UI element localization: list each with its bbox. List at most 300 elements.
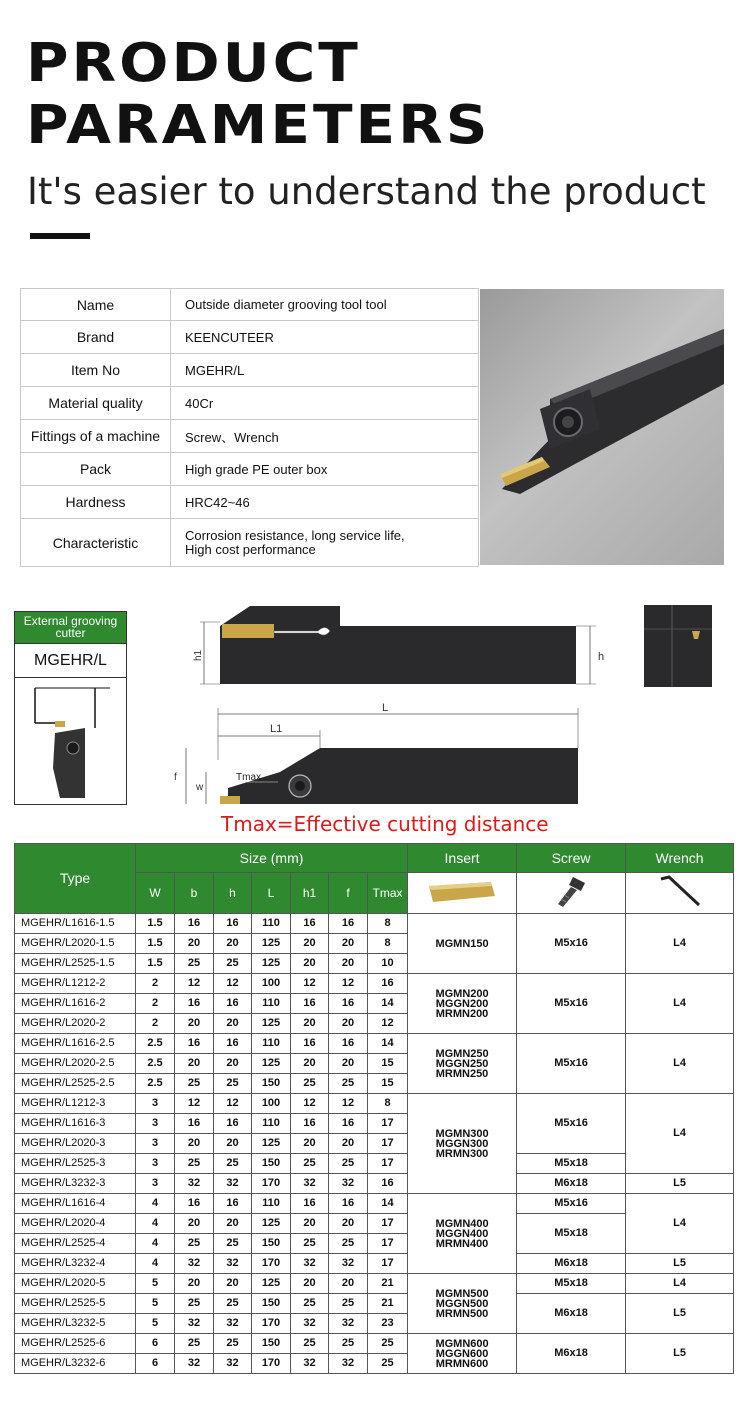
type-cell: MGEHR/L1616-1.5 <box>15 914 136 934</box>
dim-h1-label: h1 <box>193 649 204 661</box>
size-cell: 110 <box>252 1114 291 1134</box>
size-cell: 16 <box>291 914 329 934</box>
insert-code: MGGN200 <box>435 997 489 1010</box>
size-cell: 4 <box>136 1234 175 1254</box>
size-cell: 20 <box>175 1054 214 1074</box>
col-header: W <box>136 873 175 914</box>
size-cell: 25 <box>175 1234 214 1254</box>
size-cell: 170 <box>252 1254 291 1274</box>
insert-code: MRMN200 <box>435 1007 489 1020</box>
size-cell: 150 <box>252 1074 291 1094</box>
top-view-drawing <box>170 700 585 810</box>
insert-code: MRMN600 <box>435 1357 489 1370</box>
insert-code: MGMN250 <box>435 1047 489 1060</box>
param-value: Outside diameter grooving tool tool <box>171 289 479 321</box>
spec-header-row <box>15 844 734 873</box>
size-cell: 25 <box>175 1294 214 1314</box>
size-cell: 25 <box>291 1294 329 1314</box>
type-cell: MGEHR/L1212-3 <box>15 1094 136 1114</box>
param-row <box>21 486 479 519</box>
wrench-cell: L4 <box>626 1034 734 1094</box>
size-cell: 20 <box>214 1134 252 1154</box>
size-cell: 20 <box>291 1014 329 1034</box>
size-cell: 3 <box>136 1174 175 1194</box>
size-cell: 20 <box>329 1054 368 1074</box>
dim-L1-label: L1 <box>270 723 283 735</box>
size-cell: 8 <box>368 1094 408 1114</box>
size-cell: 20 <box>329 1274 368 1294</box>
type-cell: MGEHR/L2020-2.5 <box>15 1054 136 1074</box>
wrench-cell: L4 <box>626 1194 734 1254</box>
size-cell: 20 <box>175 1274 214 1294</box>
insert-code: MRMN500 <box>435 1307 489 1320</box>
insert-code: MGGN500 <box>435 1297 489 1310</box>
insert-code: MGMN400 <box>435 1217 489 1230</box>
size-cell: 25 <box>291 1334 329 1354</box>
type-header: Type <box>15 844 136 914</box>
param-row <box>21 321 479 354</box>
wrench-cell: L4 <box>626 974 734 1034</box>
screw-icon <box>551 875 591 909</box>
size-cell: 170 <box>252 1354 291 1374</box>
size-cell: 14 <box>368 1034 408 1054</box>
table-row <box>15 1034 734 1054</box>
page-subtitle: It's easier to understand the product <box>27 170 706 213</box>
wrench-image-cell <box>626 873 734 914</box>
size-cell: 21 <box>368 1294 408 1314</box>
size-cell: 20 <box>175 1014 214 1034</box>
screw-cell: M6x18 <box>517 1174 626 1194</box>
size-cell: 8 <box>368 934 408 954</box>
size-cell: 3 <box>136 1094 175 1114</box>
size-cell: 32 <box>175 1354 214 1374</box>
size-cell: 6 <box>136 1334 175 1354</box>
type-cell: MGEHR/L2525-3 <box>15 1154 136 1174</box>
type-cell: MGEHR/L1616-3 <box>15 1114 136 1134</box>
size-cell: 20 <box>214 1014 252 1034</box>
size-cell: 32 <box>291 1174 329 1194</box>
size-cell: 16 <box>329 1194 368 1214</box>
size-cell: 17 <box>368 1114 408 1134</box>
size-cell: 17 <box>368 1214 408 1234</box>
size-cell: 100 <box>252 974 291 994</box>
size-cell: 32 <box>291 1354 329 1374</box>
external-cutter-box <box>14 611 127 805</box>
type-cell: MGEHR/L2525-4 <box>15 1234 136 1254</box>
param-value <box>171 519 479 567</box>
size-cell: 25 <box>329 1234 368 1254</box>
wrench-cell: L5 <box>626 1334 734 1374</box>
size-cell: 12 <box>368 1014 408 1034</box>
table-row <box>15 1274 734 1294</box>
insert-code: MGMN200 <box>435 987 489 1000</box>
col-header: h <box>214 873 252 914</box>
size-cell: 15 <box>368 1074 408 1094</box>
size-cell: 17 <box>368 1134 408 1154</box>
wrench-cell: L4 <box>626 914 734 974</box>
size-cell: 16 <box>175 914 214 934</box>
size-cell: 1.5 <box>136 954 175 974</box>
size-cell: 25 <box>291 1154 329 1174</box>
size-cell: 20 <box>291 934 329 954</box>
param-row <box>21 354 479 387</box>
size-cell: 32 <box>329 1254 368 1274</box>
tmax-note: Tmax=Effective cutting distance <box>221 812 549 836</box>
type-cell: MGEHR/L1616-2 <box>15 994 136 1014</box>
table-row <box>15 1094 734 1114</box>
size-cell: 25 <box>175 1154 214 1174</box>
param-key: Pack <box>21 453 171 486</box>
wrench-cell: L5 <box>626 1294 734 1334</box>
spec-table <box>14 843 734 1374</box>
type-cell: MGEHR/L2525-6 <box>15 1334 136 1354</box>
size-cell: 3 <box>136 1114 175 1134</box>
param-value: 40Cr <box>171 387 479 420</box>
size-cell: 32 <box>175 1314 214 1334</box>
size-cell: 2 <box>136 974 175 994</box>
param-value-line: Corrosion resistance, long service life, <box>185 527 405 543</box>
screw-cell: M5x16 <box>517 1094 626 1154</box>
size-cell: 25 <box>329 1294 368 1314</box>
size-cell: 4 <box>136 1254 175 1274</box>
size-cell: 1.5 <box>136 934 175 954</box>
title-underline <box>30 233 90 239</box>
size-cell: 16 <box>175 1194 214 1214</box>
size-cell: 17 <box>368 1154 408 1174</box>
size-cell: 25 <box>368 1354 408 1374</box>
size-cell: 16 <box>214 1034 252 1054</box>
size-cell: 5 <box>136 1294 175 1314</box>
screw-cell: M6x18 <box>517 1254 626 1274</box>
size-cell: 125 <box>252 1214 291 1234</box>
screw-cell: M5x16 <box>517 914 626 974</box>
size-cell: 16 <box>291 994 329 1014</box>
screw-cell: M5x16 <box>517 1034 626 1094</box>
size-cell: 110 <box>252 914 291 934</box>
insert-cell <box>408 974 517 1034</box>
size-cell: 16 <box>329 994 368 1014</box>
size-cell: 12 <box>214 974 252 994</box>
insert-code: MRMN400 <box>435 1237 489 1250</box>
param-key: Name <box>21 289 171 321</box>
size-cell: 10 <box>368 954 408 974</box>
size-cell: 32 <box>291 1254 329 1274</box>
screw-cell: M5x18 <box>517 1214 626 1254</box>
param-key: Hardness <box>21 486 171 519</box>
external-cutter-model: MGEHR/L <box>15 644 126 678</box>
size-cell: 8 <box>368 914 408 934</box>
size-cell: 125 <box>252 954 291 974</box>
size-cell: 150 <box>252 1234 291 1254</box>
size-cell: 5 <box>136 1314 175 1334</box>
size-cell: 16 <box>214 994 252 1014</box>
size-cell: 32 <box>329 1174 368 1194</box>
size-cell: 3 <box>136 1134 175 1154</box>
insert-code: MGMN300 <box>435 1127 489 1140</box>
tool-holder-illustration <box>480 289 724 565</box>
size-cell: 20 <box>291 1134 329 1154</box>
size-cell: 16 <box>329 914 368 934</box>
param-value: HRC42~46 <box>171 486 479 519</box>
size-cell: 20 <box>214 1214 252 1234</box>
size-cell: 32 <box>329 1354 368 1374</box>
size-cell: 32 <box>214 1254 252 1274</box>
param-value: High grade PE outer box <box>171 453 479 486</box>
size-cell: 14 <box>368 1194 408 1214</box>
size-cell: 20 <box>329 1214 368 1234</box>
size-cell: 170 <box>252 1314 291 1334</box>
type-cell: MGEHR/L2020-3 <box>15 1134 136 1154</box>
size-cell: 2 <box>136 1014 175 1034</box>
col-header: b <box>175 873 214 914</box>
size-cell: 25 <box>175 954 214 974</box>
wrench-cell: L5 <box>626 1174 734 1194</box>
insert-code: MGMN500 <box>435 1287 489 1300</box>
size-cell: 2 <box>136 994 175 1014</box>
size-cell: 32 <box>175 1254 214 1274</box>
wrench-header: Wrench <box>626 844 734 873</box>
insert-code: MGGN600 <box>435 1347 489 1360</box>
size-cell: 25 <box>214 1154 252 1174</box>
col-header: f <box>329 873 368 914</box>
size-cell: 20 <box>175 1214 214 1234</box>
size-cell: 20 <box>214 1054 252 1074</box>
size-cell: 25 <box>214 954 252 974</box>
size-cell: 170 <box>252 1174 291 1194</box>
size-cell: 25 <box>329 1334 368 1354</box>
size-cell: 12 <box>291 974 329 994</box>
type-cell: MGEHR/L2525-1.5 <box>15 954 136 974</box>
size-cell: 3 <box>136 1154 175 1174</box>
size-cell: 32 <box>291 1314 329 1334</box>
table-row <box>15 1194 734 1214</box>
page-title-line2: PARAMETERS <box>26 93 491 156</box>
size-cell: 16 <box>214 1194 252 1214</box>
size-cell: 23 <box>368 1314 408 1334</box>
size-cell: 110 <box>252 1034 291 1054</box>
size-cell: 110 <box>252 994 291 1014</box>
size-header: Size (mm) <box>136 844 408 873</box>
size-cell: 16 <box>329 1034 368 1054</box>
size-cell: 17 <box>368 1234 408 1254</box>
dim-h-label: h <box>598 651 605 663</box>
insert-code: MRMN300 <box>435 1147 489 1160</box>
size-cell: 16 <box>329 1114 368 1134</box>
param-row <box>21 519 479 567</box>
table-row <box>15 1174 734 1194</box>
size-cell: 110 <box>252 1194 291 1214</box>
screw-cell: M6x18 <box>517 1334 626 1374</box>
size-cell: 20 <box>329 934 368 954</box>
insert-code: MGGN300 <box>435 1137 489 1150</box>
size-cell: 20 <box>291 1054 329 1074</box>
size-cell: 20 <box>214 934 252 954</box>
spec-body <box>15 914 734 1374</box>
type-cell: MGEHR/L3232-3 <box>15 1174 136 1194</box>
param-value: MGEHR/L <box>171 354 479 387</box>
param-row <box>21 387 479 420</box>
col-header: h1 <box>291 873 329 914</box>
side-view-drawing <box>190 602 610 694</box>
size-cell: 125 <box>252 1134 291 1154</box>
size-cell: 25 <box>291 1234 329 1254</box>
insert-cell <box>408 1094 517 1194</box>
size-cell: 20 <box>329 1134 368 1154</box>
dim-tmax-label: Tmax <box>236 772 261 783</box>
size-cell: 12 <box>291 1094 329 1114</box>
param-value: KEENCUTEER <box>171 321 479 354</box>
size-cell: 15 <box>368 1054 408 1074</box>
size-cell: 25 <box>368 1334 408 1354</box>
wrench-icon <box>655 875 705 909</box>
size-cell: 5 <box>136 1274 175 1294</box>
size-cell: 6 <box>136 1354 175 1374</box>
dim-w-label: w <box>196 782 204 793</box>
size-cell: 16 <box>368 974 408 994</box>
wrench-cell: L4 <box>626 1094 734 1174</box>
wrench-cell: L4 <box>626 1274 734 1294</box>
insert-code: MRMN250 <box>435 1067 489 1080</box>
size-cell: 25 <box>175 1334 214 1354</box>
insert-code: MGMN150 <box>435 937 489 950</box>
page-title-line1: PRODUCT <box>26 31 361 94</box>
param-row <box>21 453 479 486</box>
size-cell: 16 <box>175 1034 214 1054</box>
external-cutter-title: External grooving cutter <box>15 612 126 644</box>
size-cell: 125 <box>252 1274 291 1294</box>
screw-cell: M5x18 <box>517 1274 626 1294</box>
size-cell: 16 <box>175 1114 214 1134</box>
size-cell: 100 <box>252 1094 291 1114</box>
insert-image-cell <box>408 873 517 914</box>
screw-image-cell <box>517 873 626 914</box>
insert-code: MGMN600 <box>435 1337 489 1350</box>
size-cell: 4 <box>136 1194 175 1214</box>
end-view-drawing <box>640 603 720 689</box>
param-value: Screw、Wrench <box>171 420 479 453</box>
size-cell: 16 <box>291 1034 329 1054</box>
col-header: L <box>252 873 291 914</box>
table-row <box>15 974 734 994</box>
size-cell: 1.5 <box>136 914 175 934</box>
insert-cell <box>408 1034 517 1094</box>
size-cell: 16 <box>175 994 214 1014</box>
type-cell: MGEHR/L2020-4 <box>15 1214 136 1234</box>
insert-cell <box>408 1334 517 1374</box>
screw-cell: M5x18 <box>517 1154 626 1174</box>
table-row <box>15 1294 734 1314</box>
type-cell: MGEHR/L3232-4 <box>15 1254 136 1274</box>
size-cell: 12 <box>175 974 214 994</box>
size-cell: 25 <box>175 1074 214 1094</box>
param-row <box>21 289 479 321</box>
size-cell: 14 <box>368 994 408 1014</box>
size-cell: 32 <box>175 1174 214 1194</box>
size-cell: 20 <box>329 954 368 974</box>
parameter-table <box>20 288 479 567</box>
table-row <box>15 914 734 934</box>
size-cell: 25 <box>329 1074 368 1094</box>
type-cell: MGEHR/L1212-2 <box>15 974 136 994</box>
dim-L-label: L <box>382 702 389 714</box>
insert-cell <box>408 1194 517 1274</box>
size-cell: 125 <box>252 1014 291 1034</box>
insert-code: MGGN400 <box>435 1227 489 1240</box>
size-cell: 16 <box>291 1114 329 1134</box>
type-cell: MGEHR/L2525-5 <box>15 1294 136 1314</box>
size-cell: 16 <box>214 914 252 934</box>
size-cell: 16 <box>291 1194 329 1214</box>
screw-cell: M5x16 <box>517 974 626 1034</box>
size-cell: 125 <box>252 934 291 954</box>
wrench-cell: L5 <box>626 1254 734 1274</box>
size-cell: 2.5 <box>136 1074 175 1094</box>
type-cell: MGEHR/L1616-4 <box>15 1194 136 1214</box>
param-row <box>21 420 479 453</box>
insert-icon <box>427 880 497 904</box>
size-cell: 25 <box>214 1294 252 1314</box>
size-cell: 20 <box>329 1014 368 1034</box>
size-cell: 17 <box>368 1254 408 1274</box>
size-cell: 150 <box>252 1334 291 1354</box>
insert-code: MGGN250 <box>435 1057 489 1070</box>
dim-f-label: f <box>174 772 177 783</box>
size-cell: 150 <box>252 1294 291 1314</box>
insert-header: Insert <box>408 844 517 873</box>
screw-cell: M5x16 <box>517 1194 626 1214</box>
size-cell: 25 <box>291 1074 329 1094</box>
param-key: Item No <box>21 354 171 387</box>
screw-header: Screw <box>517 844 626 873</box>
size-cell: 25 <box>329 1154 368 1174</box>
type-cell: MGEHR/L2020-2 <box>15 1014 136 1034</box>
size-cell: 2.5 <box>136 1034 175 1054</box>
param-key: Material quality <box>21 387 171 420</box>
param-key: Brand <box>21 321 171 354</box>
size-cell: 150 <box>252 1154 291 1174</box>
size-cell: 12 <box>329 1094 368 1114</box>
size-cell: 32 <box>214 1174 252 1194</box>
size-cell: 25 <box>214 1234 252 1254</box>
size-cell: 32 <box>214 1354 252 1374</box>
size-cell: 20 <box>291 954 329 974</box>
param-value-line: High cost performance <box>185 541 316 557</box>
type-cell: MGEHR/L3232-6 <box>15 1354 136 1374</box>
screw-cell: M6x18 <box>517 1294 626 1334</box>
table-row <box>15 1334 734 1354</box>
table-row <box>15 1254 734 1274</box>
type-cell: MGEHR/L2020-5 <box>15 1274 136 1294</box>
param-key: Fittings of a machine <box>21 420 171 453</box>
insert-cell <box>408 1274 517 1334</box>
size-cell: 4 <box>136 1214 175 1234</box>
type-cell: MGEHR/L1616-2.5 <box>15 1034 136 1054</box>
size-cell: 12 <box>175 1094 214 1114</box>
type-cell: MGEHR/L3232-5 <box>15 1314 136 1334</box>
size-cell: 21 <box>368 1274 408 1294</box>
size-cell: 16 <box>368 1174 408 1194</box>
size-cell: 20 <box>291 1274 329 1294</box>
size-cell: 20 <box>175 1134 214 1154</box>
cutter-sketch <box>15 678 126 804</box>
size-cell: 12 <box>214 1094 252 1114</box>
type-cell: MGEHR/L2525-2.5 <box>15 1074 136 1094</box>
size-cell: 20 <box>175 934 214 954</box>
size-cell: 125 <box>252 1054 291 1074</box>
size-cell: 20 <box>214 1274 252 1294</box>
size-cell: 16 <box>214 1114 252 1134</box>
param-key: Characteristic <box>21 519 171 567</box>
